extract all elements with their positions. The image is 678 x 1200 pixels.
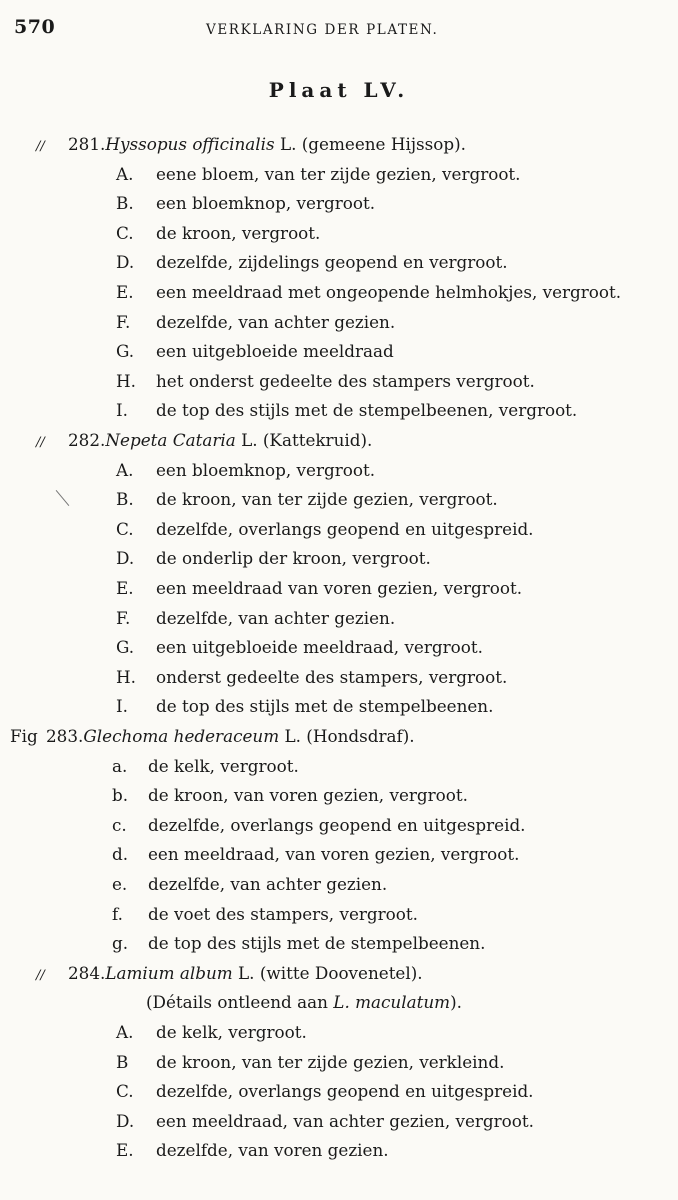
item-letter: B: [116, 1051, 129, 1072]
item-letter: A.: [116, 163, 134, 184]
item-letter: D.: [116, 252, 135, 273]
figure-item: [112, 846, 519, 863]
figure-description: L. (Hondsdraf).: [279, 726, 415, 746]
item-text: de kroon, van ter zijde gezien, verkleind.: [156, 1051, 505, 1072]
item-letter: a.: [112, 755, 128, 776]
figure-number: 283.: [46, 726, 84, 746]
figure-item: [112, 876, 387, 893]
figure-item: [116, 550, 431, 567]
figure-description: L. (Kattekruid).: [235, 430, 373, 450]
item-letter: A.: [116, 459, 134, 480]
figure-item: [116, 343, 394, 360]
figure-heading: [36, 432, 372, 449]
figure-item: [116, 1110, 534, 1131]
figure-heading: [36, 136, 466, 153]
figure-item: [116, 698, 493, 715]
item-text: de top des stijls met de stempelbeenen, vergroot.: [156, 400, 578, 421]
figure-number: 282.: [68, 430, 106, 450]
item-letter: b.: [112, 785, 129, 806]
figure-prefix: Fig: [10, 726, 38, 746]
species-name: Nepeta Cataria: [105, 430, 236, 450]
figure-item: [116, 195, 375, 212]
item-text: een meeldraad met ongeopende helmhokjes, vergroot.: [156, 282, 622, 302]
figure-item: [116, 402, 577, 419]
item-letter: I.: [116, 696, 128, 717]
item-letter: F.: [116, 311, 131, 332]
figure-heading: [36, 962, 423, 983]
species-name: Glechoma hederaceum: [83, 726, 280, 746]
item-text: dezelfde, overlangs geopend en uitgespreid.: [156, 518, 534, 539]
item-text: de top des stijls met de stempelbeenen.: [156, 696, 494, 717]
item-letter: B.: [116, 489, 134, 510]
note-species: L. maculatum: [333, 992, 451, 1013]
item-letter: g.: [112, 933, 129, 954]
item-letter: F.: [116, 607, 131, 628]
item-text: de voet des stampers, vergroot.: [148, 903, 418, 924]
item-letter: C.: [116, 1081, 134, 1102]
figure-item: [116, 1051, 505, 1072]
item-letter: d.: [112, 844, 129, 865]
figure-item: [116, 459, 376, 480]
item-text: een meeldraad van voren gezien, vergroot.: [156, 578, 523, 598]
item-text: de kroon, van ter zijde gezien, vergroot.: [156, 489, 498, 510]
item-letter: C.: [116, 222, 134, 243]
figure-item: [116, 1083, 534, 1100]
plate-title: Plaat LV.: [268, 78, 410, 102]
item-text: het onderst gedeelte des stampers vergroot.: [156, 370, 535, 391]
item-text: dezelfde, van achter gezien.: [156, 311, 396, 332]
item-letter: D.: [116, 548, 135, 569]
figure-item: [116, 580, 522, 597]
figure-prefix: //: [36, 139, 45, 154]
item-letter: E.: [116, 1140, 134, 1161]
figure-item: [116, 1024, 307, 1041]
figure-item: [116, 222, 321, 243]
page-number: 570: [14, 16, 56, 38]
figure-item: [116, 254, 508, 271]
figure-item: [112, 814, 526, 835]
species-name: Hyssopus officinalis: [105, 134, 275, 154]
figure-item: [116, 639, 483, 656]
item-text: dezelfde, overlangs geopend en uitgespreid.: [156, 1081, 534, 1102]
figure-description: L. (gemeene Hijssop).: [274, 134, 466, 154]
figure-number: 281.: [68, 134, 106, 154]
item-text: onderst gedeelte des stampers, vergroot.: [156, 666, 508, 687]
item-text: een uitgebloeide meeldraad, vergroot.: [156, 637, 483, 658]
figure-heading: [10, 728, 415, 745]
item-letter: E.: [116, 578, 134, 598]
figure-item: [116, 607, 396, 628]
figure-item: [116, 311, 396, 332]
item-text: de kroon, van voren gezien, vergroot.: [148, 785, 468, 806]
item-letter: I.: [116, 400, 128, 421]
note-text: (Détails ontleend aan: [146, 992, 334, 1013]
figure-description: L. (witte Doovenetel).: [232, 962, 423, 983]
figure-item: [112, 903, 418, 924]
running-head: VERKLARING DER PLATEN.: [206, 22, 439, 38]
figure-item: [112, 787, 468, 804]
figure-prefix: //: [36, 967, 45, 983]
item-letter: C.: [116, 518, 134, 539]
item-text: dezelfde, van voren gezien.: [156, 1140, 389, 1161]
item-letter: A.: [116, 1022, 134, 1042]
item-text: dezelfde, overlangs geopend en uitgespreid.: [148, 814, 526, 835]
figure-number: 284.: [68, 962, 106, 983]
item-letter: D.: [116, 1110, 135, 1131]
item-text: de kelk, vergroot.: [156, 1022, 307, 1042]
item-text: de kroon, vergroot.: [156, 222, 321, 243]
item-text: dezelfde, zijdelings geopend en vergroot.: [156, 252, 508, 273]
figure-item: [116, 284, 621, 301]
figure-prefix: //: [36, 435, 45, 450]
item-letter: E.: [116, 282, 134, 302]
figure-item: [112, 935, 485, 952]
item-text: een bloemknop, vergroot.: [156, 193, 376, 214]
item-letter: H.: [116, 370, 136, 391]
figure-item: [116, 491, 498, 508]
item-letter: H.: [116, 666, 136, 687]
item-text: de onderlip der kroon, vergroot.: [156, 548, 431, 569]
item-letter: G.: [116, 341, 135, 362]
pencil-mark: [56, 490, 70, 506]
item-text: dezelfde, van achter gezien.: [148, 874, 388, 894]
item-letter: e.: [112, 874, 128, 894]
item-letter: c.: [112, 814, 127, 835]
item-text: dezelfde, van achter gezien.: [156, 607, 396, 628]
figure-note: [146, 994, 462, 1011]
figure-item: [116, 1142, 389, 1159]
figure-item: [116, 163, 521, 184]
item-text: de top des stijls met de stempelbeenen.: [148, 933, 486, 954]
figure-item: [112, 755, 299, 776]
note-text-end: ).: [450, 992, 462, 1013]
species-name: Lamium album: [105, 962, 233, 983]
item-text: een bloemknop, vergroot.: [156, 459, 376, 480]
item-text: een uitgebloeide meeldraad: [156, 341, 394, 362]
figure-item: [116, 370, 535, 391]
item-letter: G.: [116, 637, 135, 658]
item-text: een meeldraad, van achter gezien, vergroot.: [156, 1110, 534, 1131]
figure-item: [116, 518, 534, 539]
item-text: de kelk, vergroot.: [148, 755, 299, 776]
figure-item: [116, 666, 508, 687]
item-text: eene bloem, van ter zijde gezien, vergroot.: [156, 163, 521, 184]
item-letter: f.: [112, 903, 123, 924]
item-text: een meeldraad, van voren gezien, vergroot.: [148, 844, 520, 865]
item-letter: B.: [116, 193, 134, 214]
